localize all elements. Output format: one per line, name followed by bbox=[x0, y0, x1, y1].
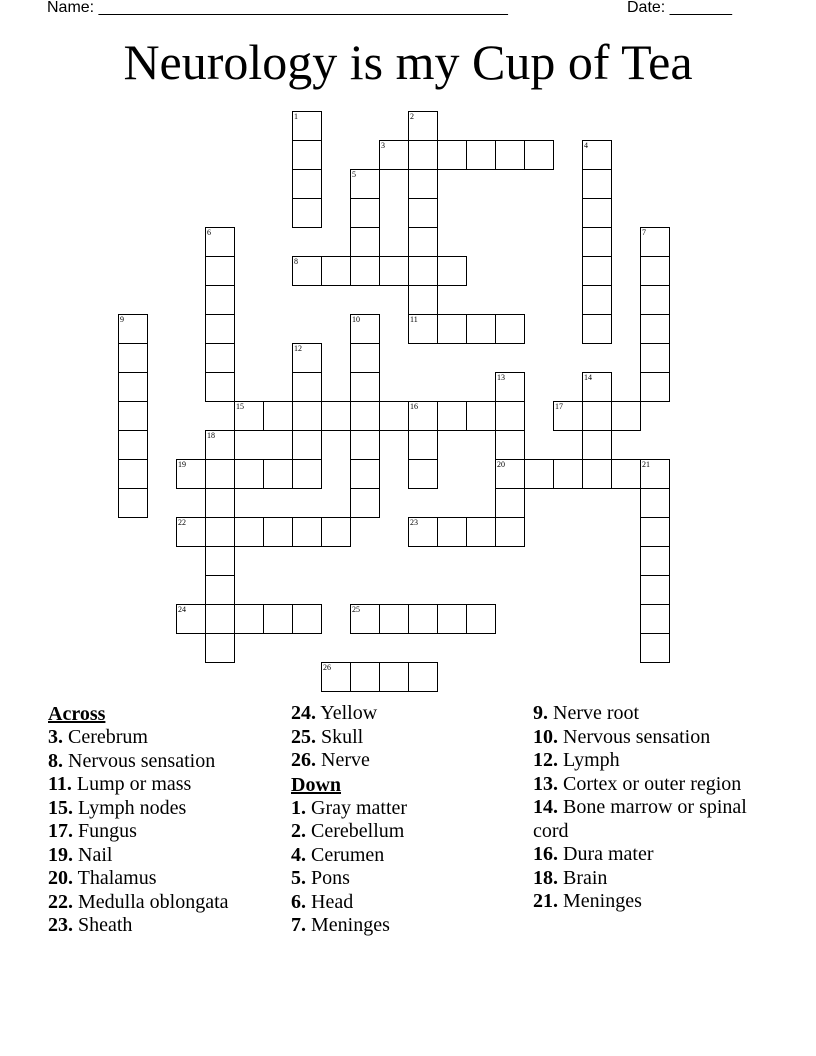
clue-number: 13 bbox=[497, 373, 505, 382]
grid-cell[interactable] bbox=[292, 517, 322, 547]
clue-across-11: 11. Lump or mass bbox=[48, 773, 192, 795]
clue-down-13: 13. Cortex or outer region bbox=[533, 772, 742, 795]
clue-number: 21 bbox=[642, 460, 650, 469]
grid-cell[interactable] bbox=[350, 227, 380, 257]
grid-cell[interactable] bbox=[408, 662, 438, 692]
grid-cell[interactable] bbox=[408, 430, 438, 460]
grid-cell[interactable] bbox=[176, 604, 206, 634]
clue-across-22: 22. Medulla oblongata bbox=[48, 890, 229, 913]
clue-number: 23 bbox=[410, 518, 418, 527]
grid-cell[interactable] bbox=[582, 140, 612, 170]
grid-cell[interactable] bbox=[640, 285, 670, 315]
grid-cell[interactable] bbox=[640, 256, 670, 286]
grid-cell[interactable] bbox=[408, 169, 438, 199]
grid-cell[interactable] bbox=[205, 488, 235, 518]
grid-cell[interactable] bbox=[263, 604, 293, 634]
grid-cell[interactable] bbox=[466, 314, 496, 344]
grid-cell[interactable] bbox=[495, 517, 525, 547]
clue-down-10: 10. Nervous sensation bbox=[533, 725, 711, 748]
grid-cell[interactable] bbox=[205, 546, 235, 576]
grid-cell[interactable] bbox=[408, 604, 438, 634]
clue-across-8: 8. Nervous sensation bbox=[48, 749, 216, 772]
clue-number: 5 bbox=[352, 170, 356, 179]
grid-cell[interactable] bbox=[437, 314, 467, 344]
grid-cell[interactable] bbox=[118, 314, 148, 344]
grid-cell[interactable] bbox=[234, 459, 264, 489]
across-heading: Across bbox=[48, 703, 106, 725]
grid-cell[interactable] bbox=[408, 285, 438, 315]
grid-cell[interactable] bbox=[611, 459, 641, 489]
grid-cell[interactable] bbox=[582, 372, 612, 402]
grid-cell[interactable] bbox=[350, 488, 380, 518]
clue-down-18: 18. Brain bbox=[533, 866, 608, 889]
clues-column-2 bbox=[291, 702, 523, 938]
grid-cell[interactable] bbox=[379, 256, 409, 286]
clue-down-7: 7. Meninges bbox=[291, 914, 390, 936]
grid-cell[interactable] bbox=[640, 633, 670, 663]
grid-cell[interactable] bbox=[350, 169, 380, 199]
grid-cell[interactable] bbox=[582, 459, 612, 489]
clue-down-12: 12. Lymph bbox=[533, 749, 620, 771]
grid-cell[interactable] bbox=[176, 459, 206, 489]
grid-cell[interactable] bbox=[582, 256, 612, 286]
grid-cell[interactable] bbox=[118, 401, 148, 431]
grid-cell[interactable] bbox=[466, 140, 496, 170]
grid-cell[interactable] bbox=[321, 517, 351, 547]
grid-cell[interactable] bbox=[553, 459, 583, 489]
grid-cell[interactable] bbox=[640, 343, 670, 373]
grid-cell[interactable] bbox=[118, 343, 148, 373]
grid-cell[interactable] bbox=[292, 256, 322, 286]
grid-cell[interactable] bbox=[582, 198, 612, 228]
grid-cell[interactable] bbox=[640, 314, 670, 344]
grid-cell[interactable] bbox=[495, 140, 525, 170]
clue-across-15: 15. Lymph nodes bbox=[48, 796, 187, 819]
clue-number: 14 bbox=[584, 373, 592, 382]
grid-cell[interactable] bbox=[408, 517, 438, 547]
clue-number: 16 bbox=[410, 402, 418, 411]
grid-cell[interactable] bbox=[321, 256, 351, 286]
clue-number: 25 bbox=[352, 605, 360, 614]
grid-cell[interactable] bbox=[205, 517, 235, 547]
grid-cell[interactable] bbox=[292, 604, 322, 634]
clue-number: 15 bbox=[236, 402, 244, 411]
clue-down-21: 21. Meninges bbox=[533, 890, 642, 912]
grid-cell[interactable] bbox=[582, 401, 612, 431]
clue-number: 22 bbox=[178, 518, 186, 527]
grid-cell[interactable] bbox=[350, 314, 380, 344]
grid-cell[interactable] bbox=[408, 140, 438, 170]
grid-cell[interactable] bbox=[350, 372, 380, 402]
grid-cell[interactable] bbox=[553, 401, 583, 431]
grid-cell[interactable] bbox=[118, 372, 148, 402]
grid-cell[interactable] bbox=[466, 401, 496, 431]
clue-number: 6 bbox=[207, 228, 211, 237]
clue-across-23: 23. Sheath bbox=[48, 914, 133, 936]
clue-number: 12 bbox=[294, 344, 302, 353]
name-field[interactable]: Name: ______________________________________________ bbox=[47, 0, 508, 16]
clue-across-19: 19. Nail bbox=[48, 843, 113, 866]
grid-cell[interactable] bbox=[205, 430, 235, 460]
clue-down-9: 9. Nerve root bbox=[533, 702, 640, 724]
grid-cell[interactable] bbox=[640, 227, 670, 257]
clue-number: 4 bbox=[584, 141, 588, 150]
grid-cell[interactable] bbox=[466, 604, 496, 634]
grid-cell[interactable] bbox=[292, 140, 322, 170]
grid-cell[interactable] bbox=[205, 575, 235, 605]
grid-cell[interactable] bbox=[350, 198, 380, 228]
clue-down-14: 14. Bone marrow or spinal cord bbox=[533, 796, 747, 842]
clue-number: 9 bbox=[120, 315, 124, 324]
clue-number: 17 bbox=[555, 402, 563, 411]
grid-cell[interactable] bbox=[582, 430, 612, 460]
grid-cell[interactable] bbox=[292, 459, 322, 489]
grid-cell[interactable] bbox=[437, 256, 467, 286]
grid-cell[interactable] bbox=[379, 662, 409, 692]
grid-cell[interactable] bbox=[408, 227, 438, 257]
clue-down-2: 2. Cerebellum bbox=[291, 820, 405, 842]
grid-cell[interactable] bbox=[640, 546, 670, 576]
clue-across-3: 3. Cerebrum bbox=[48, 726, 148, 748]
grid-cell[interactable] bbox=[205, 256, 235, 286]
grid-cell[interactable] bbox=[495, 488, 525, 518]
down-heading: Down bbox=[291, 773, 342, 796]
grid-cell[interactable] bbox=[495, 372, 525, 402]
grid-cell[interactable] bbox=[495, 314, 525, 344]
clue-down-5: 5. Pons bbox=[291, 867, 350, 889]
clue-down-6: 6. Head bbox=[291, 890, 354, 913]
grid-cell[interactable] bbox=[205, 285, 235, 315]
clue-number: 10 bbox=[352, 315, 360, 324]
grid-cell[interactable] bbox=[640, 488, 670, 518]
grid-cell[interactable] bbox=[176, 517, 206, 547]
grid-cell[interactable] bbox=[524, 459, 554, 489]
grid-cell[interactable] bbox=[466, 517, 496, 547]
clue-number: 1 bbox=[294, 112, 298, 121]
grid-cell[interactable] bbox=[582, 227, 612, 257]
grid-cell[interactable] bbox=[350, 604, 380, 634]
grid-cell[interactable] bbox=[205, 633, 235, 663]
grid-cell[interactable] bbox=[408, 111, 438, 141]
grid-cell[interactable] bbox=[379, 604, 409, 634]
grid-cell[interactable] bbox=[263, 459, 293, 489]
grid-cell[interactable] bbox=[350, 401, 380, 431]
grid-cell[interactable] bbox=[495, 430, 525, 460]
clue-number: 24 bbox=[178, 605, 186, 614]
grid-cell[interactable] bbox=[118, 459, 148, 489]
clue-across-25: 25. Skull bbox=[291, 725, 364, 748]
grid-cell[interactable] bbox=[205, 343, 235, 373]
grid-cell[interactable] bbox=[611, 401, 641, 431]
grid-cell[interactable] bbox=[582, 314, 612, 344]
puzzle-title: Neurology is my Cup of Tea bbox=[123, 34, 693, 90]
grid-cell[interactable] bbox=[205, 314, 235, 344]
grid-cell[interactable] bbox=[263, 517, 293, 547]
grid-cell[interactable] bbox=[350, 256, 380, 286]
clues-column-1 bbox=[48, 702, 280, 938]
grid-cell[interactable] bbox=[292, 169, 322, 199]
grid-cell[interactable] bbox=[118, 430, 148, 460]
grid-cell[interactable] bbox=[379, 401, 409, 431]
grid-cell[interactable] bbox=[234, 401, 264, 431]
clue-number: 3 bbox=[381, 141, 385, 150]
grid-cell[interactable] bbox=[205, 227, 235, 257]
clue-across-20: 20. Thalamus bbox=[48, 867, 157, 889]
clue-number: 19 bbox=[178, 460, 186, 469]
grid-cell[interactable] bbox=[582, 285, 612, 315]
clue-number: 11 bbox=[410, 315, 418, 324]
grid-cell[interactable] bbox=[292, 198, 322, 228]
grid-cell[interactable] bbox=[205, 604, 235, 634]
clue-number: 7 bbox=[642, 228, 646, 237]
clue-across-26: 26. Nerve bbox=[291, 749, 370, 771]
grid-cell[interactable] bbox=[263, 401, 293, 431]
clues-column-3 bbox=[533, 702, 765, 914]
grid-cell[interactable] bbox=[234, 604, 264, 634]
clue-number: 18 bbox=[207, 431, 215, 440]
clue-across-17: 17. Fungus bbox=[48, 820, 137, 842]
grid-cell[interactable] bbox=[640, 517, 670, 547]
grid-cell[interactable] bbox=[205, 372, 235, 402]
grid-cell[interactable] bbox=[437, 401, 467, 431]
grid-cell[interactable] bbox=[408, 401, 438, 431]
grid-cell[interactable] bbox=[495, 459, 525, 489]
grid-cell[interactable] bbox=[640, 575, 670, 605]
grid-cell[interactable] bbox=[292, 111, 322, 141]
clue-down-1: 1. Gray matter bbox=[291, 796, 408, 819]
grid-cell[interactable] bbox=[437, 140, 467, 170]
grid-cell[interactable] bbox=[379, 140, 409, 170]
date-field[interactable]: Date: _______ bbox=[627, 0, 732, 16]
grid-cell[interactable] bbox=[350, 459, 380, 489]
grid-cell[interactable] bbox=[292, 401, 322, 431]
grid-cell[interactable] bbox=[350, 430, 380, 460]
grid-cell[interactable] bbox=[524, 140, 554, 170]
clue-down-4: 4. Cerumen bbox=[291, 843, 385, 866]
clue-number: 8 bbox=[294, 257, 298, 266]
grid-cell[interactable] bbox=[437, 517, 467, 547]
grid-cell[interactable] bbox=[437, 604, 467, 634]
grid-cell[interactable] bbox=[582, 169, 612, 199]
clue-across-24: 24. Yellow bbox=[291, 702, 378, 724]
grid-cell[interactable] bbox=[495, 401, 525, 431]
grid-cell[interactable] bbox=[408, 459, 438, 489]
clue-number: 20 bbox=[497, 460, 505, 469]
grid-cell[interactable] bbox=[234, 517, 264, 547]
grid-cell[interactable] bbox=[640, 372, 670, 402]
grid-cell[interactable] bbox=[205, 459, 235, 489]
grid-cell[interactable] bbox=[350, 662, 380, 692]
grid-cell[interactable] bbox=[292, 343, 322, 373]
clue-number: 2 bbox=[410, 112, 414, 121]
grid-cell[interactable] bbox=[408, 314, 438, 344]
clue-number: 26 bbox=[323, 663, 331, 672]
grid-cell[interactable] bbox=[640, 604, 670, 634]
grid-cell[interactable] bbox=[292, 372, 322, 402]
grid-cell[interactable] bbox=[321, 401, 351, 431]
grid-cell[interactable] bbox=[640, 459, 670, 489]
grid-cell[interactable] bbox=[321, 662, 351, 692]
grid-cell[interactable] bbox=[408, 198, 438, 228]
grid-cell[interactable] bbox=[350, 343, 380, 373]
grid-cell[interactable] bbox=[292, 430, 322, 460]
clue-down-16: 16. Dura mater bbox=[533, 843, 654, 865]
grid-cell[interactable] bbox=[118, 488, 148, 518]
grid-cell[interactable] bbox=[408, 256, 438, 286]
